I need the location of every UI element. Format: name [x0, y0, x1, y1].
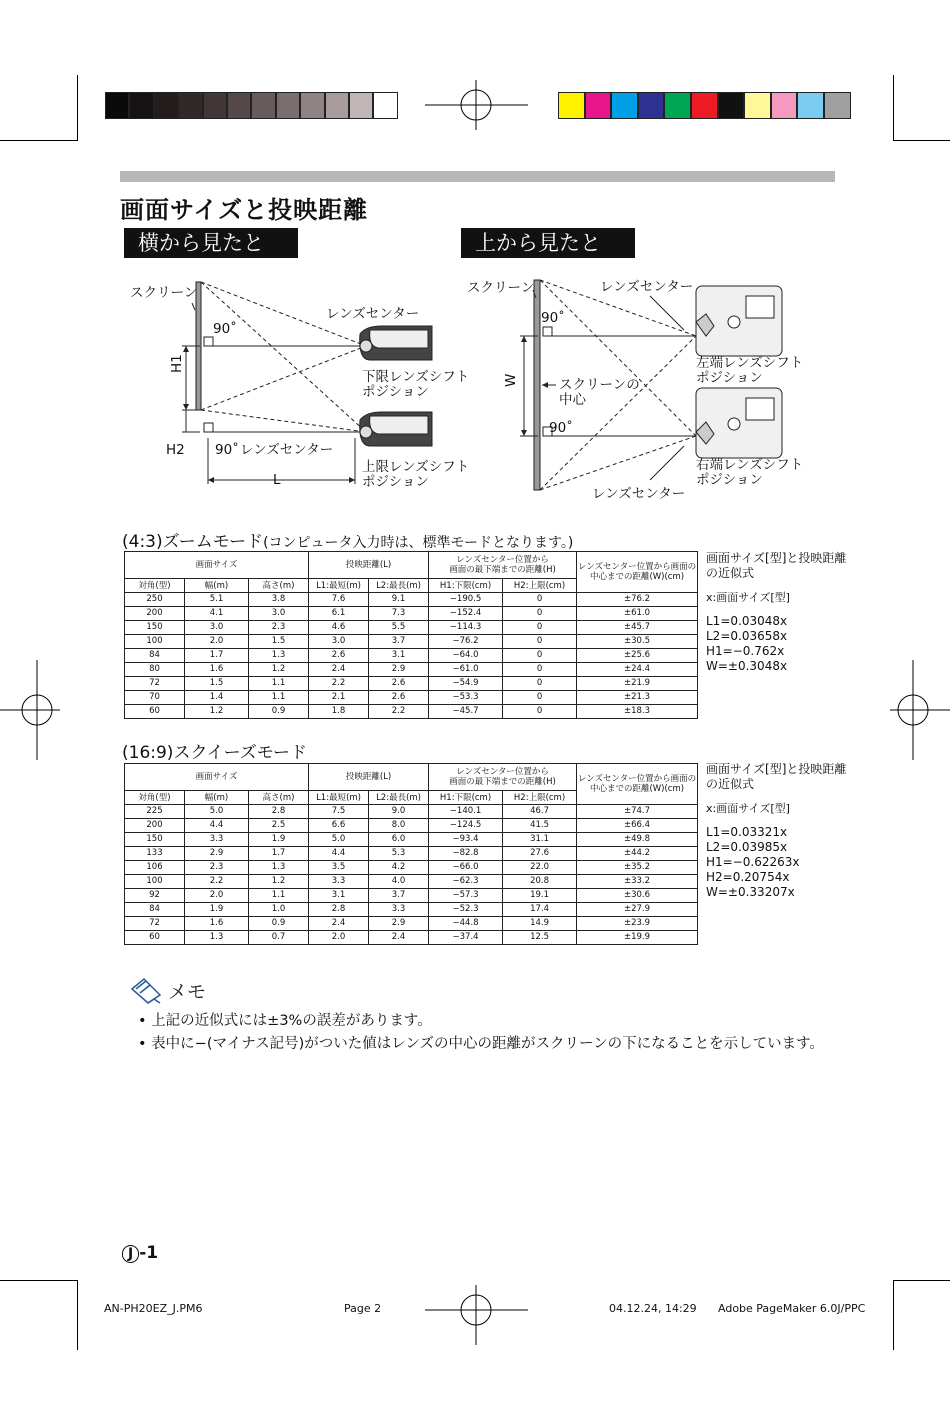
table-cell: 9.1 [369, 593, 429, 607]
table-cell: ±33.2 [577, 875, 698, 889]
table169-formula [706, 762, 846, 900]
projector-icon [360, 412, 432, 446]
table-cell: 12.5 [503, 931, 577, 945]
table-cell: 5.0 [185, 805, 249, 819]
color-swatch [797, 92, 824, 119]
table43-note: (コンピュータ入力時は、標準モードとなります。) [263, 535, 574, 551]
column-header: L2:最長(m) [369, 791, 429, 805]
top-left-pos-1: 左端レンズシフト [696, 355, 804, 371]
table-cell: 5.5 [369, 621, 429, 635]
top-angle-1: 90˚ [541, 310, 565, 326]
table-cell: 3.3 [185, 833, 249, 847]
table-cell: 106 [125, 861, 185, 875]
table-cell: ±27.9 [577, 903, 698, 917]
color-swatch [300, 92, 324, 119]
side-upper-pos-1: 上限レンズシフト [362, 459, 470, 475]
color-swatch [824, 92, 851, 119]
top-center-2: 中心 [559, 392, 586, 408]
table-cell: ±35.2 [577, 861, 698, 875]
table-row [125, 607, 698, 621]
table-cell: 80 [125, 663, 185, 677]
table-cell: 22.0 [503, 861, 577, 875]
table-row [125, 917, 698, 931]
projector-icon [696, 388, 782, 458]
table-row [125, 931, 698, 945]
side-h2-label: H2 [166, 442, 185, 458]
color-swatch [325, 92, 349, 119]
table-cell: −124.5 [429, 819, 503, 833]
top-lens-center-1: レンズセンター [600, 279, 694, 295]
table-cell: 7.5 [309, 805, 369, 819]
tag-side-view: 横から見たとき [124, 228, 298, 258]
table169-width-header: レンズセンター位置から画面の 中心までの距離(W)(cm) [577, 764, 698, 805]
table-cell: 1.1 [249, 677, 309, 691]
table-cell: 6.1 [309, 607, 369, 621]
table-cell: 70 [125, 691, 185, 705]
table43-size-header: 画面サイズ [125, 552, 309, 579]
table-cell: −44.8 [429, 917, 503, 931]
table-row [125, 861, 698, 875]
table43-heading [122, 527, 573, 552]
table-row [125, 649, 698, 663]
table-cell: 0 [503, 705, 577, 719]
table-row [125, 621, 698, 635]
side-lower-pos-2: ポジション [362, 384, 429, 400]
table-cell: ±23.9 [577, 917, 698, 931]
table43-height-header: レンズセンター位置から 画面の最下端までの距離(H) [429, 552, 577, 579]
table-cell: 84 [125, 903, 185, 917]
table-cell: ±61.0 [577, 607, 698, 621]
table-cell: 2.0 [185, 635, 249, 649]
color-swatch [373, 92, 397, 119]
table-cell: 46.7 [503, 805, 577, 819]
table-cell: 6.0 [369, 833, 429, 847]
table-cell: 0.9 [249, 705, 309, 719]
column-header: 幅(m) [185, 579, 249, 593]
table43-title: (4:3)ズームモード [122, 532, 264, 552]
table-cell: 2.6 [369, 677, 429, 691]
table-cell: 60 [125, 931, 185, 945]
side-upper-pos-2: ポジション [362, 474, 429, 490]
table-cell: 5.3 [369, 847, 429, 861]
column-header: L1:最短(m) [309, 579, 369, 593]
formula-line: L2=0.03985x [706, 840, 788, 854]
side-h1-label: H1 [169, 354, 185, 373]
table-cell: 1.7 [185, 649, 249, 663]
table-row [125, 593, 698, 607]
column-header: 対角(型) [125, 791, 185, 805]
table-cell: 1.5 [185, 677, 249, 691]
top-right-pos-1: 右端レンズシフト [696, 457, 804, 473]
table-cell: 0 [503, 649, 577, 663]
table-cell: −114.3 [429, 621, 503, 635]
color-swatch [154, 92, 178, 119]
color-swatch [251, 92, 275, 119]
table-cell: 250 [125, 593, 185, 607]
table-cell: 2.8 [249, 805, 309, 819]
table-cell: 100 [125, 635, 185, 649]
table-cell: ±49.8 [577, 833, 698, 847]
top-lens-center-2: レンズセンター [592, 486, 686, 502]
table-cell: 8.0 [369, 819, 429, 833]
table-cell: 1.1 [249, 691, 309, 705]
footer-date: 04.12.24, 14:29 [609, 1302, 697, 1315]
table-cell: 1.8 [309, 705, 369, 719]
table-cell: 7.3 [369, 607, 429, 621]
formula-line: L1=0.03321x [706, 825, 788, 839]
table43-formula [706, 551, 846, 674]
table-cell: 2.4 [369, 931, 429, 945]
color-swatch [638, 92, 665, 119]
page-title: 画面サイズと投映距離 [120, 196, 369, 224]
table-cell: 72 [125, 677, 185, 691]
memo-label: メモ [168, 981, 207, 1003]
formula-line: の近似式 [706, 566, 755, 580]
table-cell: ±30.6 [577, 889, 698, 903]
table-cell: 0 [503, 663, 577, 677]
table169-header-group [125, 764, 698, 791]
table-cell: ±18.3 [577, 705, 698, 719]
table-cell: −64.0 [429, 649, 503, 663]
table-cell: 2.2 [309, 677, 369, 691]
side-lens-center-1: レンズセンター [326, 306, 420, 322]
table43-header-group [125, 552, 698, 579]
top-angle-2: 90˚ [549, 420, 573, 436]
table-cell: 225 [125, 805, 185, 819]
color-swatch [718, 92, 745, 119]
table169 [124, 763, 698, 945]
table-cell: 150 [125, 621, 185, 635]
page-number-text: -1 [139, 1243, 159, 1263]
table-cell: 2.9 [369, 917, 429, 931]
table-cell: 0 [503, 691, 577, 705]
table-cell: 31.1 [503, 833, 577, 847]
formula-line: L1=0.03048x [706, 614, 788, 628]
table-cell: 60 [125, 705, 185, 719]
side-l-label: L [273, 472, 281, 488]
column-header: L1:最短(m) [309, 791, 369, 805]
table-cell: 3.7 [369, 889, 429, 903]
table43-width-header: レンズセンター位置から画面の 中心までの距離(W)(cm) [577, 552, 698, 593]
table-row [125, 677, 698, 691]
table-row [125, 889, 698, 903]
table-cell: 5.1 [185, 593, 249, 607]
footer-app: Adobe PageMaker 6.0J/PPC [718, 1302, 866, 1315]
table-cell: 3.1 [309, 889, 369, 903]
color-swatch [349, 92, 373, 119]
table-cell: −45.7 [429, 705, 503, 719]
memo-bullet: • 上記の近似式には±3%の誤差があります。 [138, 1013, 432, 1029]
table-cell: ±24.4 [577, 663, 698, 677]
table-row [125, 903, 698, 917]
table-cell: 2.3 [185, 861, 249, 875]
column-header: H1:下限(cm) [429, 579, 503, 593]
table-cell: 2.1 [309, 691, 369, 705]
table-cell: 14.9 [503, 917, 577, 931]
table169-distance-header: 投映距離(L) [309, 764, 429, 791]
table-cell: 2.6 [369, 691, 429, 705]
table-cell: −82.8 [429, 847, 503, 861]
table-cell: 1.2 [185, 705, 249, 719]
table-cell: 2.0 [309, 931, 369, 945]
column-header: H2:上限(cm) [503, 791, 577, 805]
color-swatch [691, 92, 718, 119]
formula-line: W=±0.3048x [706, 659, 788, 673]
color-swatch [585, 92, 612, 119]
table-cell: 3.0 [249, 607, 309, 621]
table-cell: 5.0 [309, 833, 369, 847]
table-row [125, 705, 698, 719]
table-cell: 1.3 [249, 861, 309, 875]
column-header: 幅(m) [185, 791, 249, 805]
table-cell: 2.5 [249, 819, 309, 833]
color-swatch [227, 92, 251, 119]
table-cell: −62.3 [429, 875, 503, 889]
table-cell: ±45.7 [577, 621, 698, 635]
title-rule [120, 171, 835, 182]
table-cell: 1.7 [249, 847, 309, 861]
table-cell: 1.1 [249, 889, 309, 903]
table-cell: 133 [125, 847, 185, 861]
table-cell: −53.3 [429, 691, 503, 705]
table-cell: 200 [125, 819, 185, 833]
color-swatch [744, 92, 771, 119]
top-right-pos-2: ポジション [696, 472, 763, 488]
table-cell: 3.7 [369, 635, 429, 649]
table-cell: 100 [125, 875, 185, 889]
table43-distance-header: 投映距離(L) [309, 552, 429, 579]
table-cell: 1.2 [249, 875, 309, 889]
table-cell: 200 [125, 607, 185, 621]
projector-icon [696, 286, 782, 356]
side-screen-label: スクリーン [130, 285, 198, 301]
table-cell: −37.4 [429, 931, 503, 945]
table-cell: 17.4 [503, 903, 577, 917]
footer-file: AN-PH20EZ_J.PM6 [104, 1302, 203, 1315]
table-row [125, 819, 698, 833]
page-number [122, 1243, 158, 1263]
table-cell: 2.4 [309, 663, 369, 677]
table-cell: 6.6 [309, 819, 369, 833]
color-swatch [276, 92, 300, 119]
table-cell: 2.0 [185, 889, 249, 903]
table-cell: ±30.5 [577, 635, 698, 649]
table-cell: 1.4 [185, 691, 249, 705]
column-header: 高さ(m) [249, 579, 309, 593]
column-header: H1:下限(cm) [429, 791, 503, 805]
table-cell: −57.3 [429, 889, 503, 903]
table-cell: 0 [503, 607, 577, 621]
memo-bullet: • 表中に−(マイナス記号)がついた値はレンズの中心の距離がスクリーンの下になることを示しています。 [138, 1036, 825, 1052]
column-header: 高さ(m) [249, 791, 309, 805]
side-lower-pos-1: 下限レンズシフト [362, 369, 470, 385]
formula-line: 画面サイズ[型]と投映距離 [706, 762, 847, 776]
table-cell: 1.5 [249, 635, 309, 649]
formula-line: L2=0.03658x [706, 629, 788, 643]
top-center-1: スクリーンの [559, 377, 640, 393]
table-row [125, 875, 698, 889]
top-left-pos-2: ポジション [696, 370, 763, 386]
table-cell: 2.8 [309, 903, 369, 917]
table-cell: 0.9 [249, 917, 309, 931]
table-cell: 1.9 [249, 833, 309, 847]
table-row [125, 691, 698, 705]
table-cell: 0 [503, 621, 577, 635]
table-cell: 2.2 [185, 875, 249, 889]
table-cell: 9.0 [369, 805, 429, 819]
formula-line: H2=0.20754x [706, 870, 790, 884]
color-swatch [178, 92, 202, 119]
table-cell: 84 [125, 649, 185, 663]
table-cell: 2.9 [185, 847, 249, 861]
table-cell: 3.8 [249, 593, 309, 607]
table-cell: 150 [125, 833, 185, 847]
color-swatch [105, 92, 129, 119]
table-cell: 4.4 [309, 847, 369, 861]
table-row [125, 663, 698, 677]
page-letter-badge: J [122, 1245, 139, 1263]
table-cell: 1.9 [185, 903, 249, 917]
table-cell: 4.0 [369, 875, 429, 889]
table-cell: −93.4 [429, 833, 503, 847]
color-swatch [611, 92, 638, 119]
formula-line: の近似式 [706, 777, 755, 791]
table-cell: −76.2 [429, 635, 503, 649]
table-cell: −190.5 [429, 593, 503, 607]
table-cell: 1.6 [185, 917, 249, 931]
table-cell: 0.7 [249, 931, 309, 945]
table-cell: ±25.6 [577, 649, 698, 663]
table-cell: ±21.9 [577, 677, 698, 691]
column-header: H2:上限(cm) [503, 579, 577, 593]
table-cell: 0 [503, 635, 577, 649]
table-cell: −152.4 [429, 607, 503, 621]
table-cell: 7.6 [309, 593, 369, 607]
table-cell: −54.9 [429, 677, 503, 691]
table-cell: 4.4 [185, 819, 249, 833]
table-cell: 72 [125, 917, 185, 931]
color-swatch [771, 92, 798, 119]
side-angle-1: 90˚ [213, 321, 237, 337]
color-swatch [203, 92, 227, 119]
top-screen-label: スクリーン [467, 280, 535, 296]
table-cell: −52.3 [429, 903, 503, 917]
table-cell: −61.0 [429, 663, 503, 677]
table-cell: 2.4 [309, 917, 369, 931]
table-row [125, 805, 698, 819]
formula-line: x:画面サイズ[型] [706, 591, 790, 604]
projector-icon [360, 326, 432, 360]
table-cell: 1.6 [185, 663, 249, 677]
table-cell: 2.2 [369, 705, 429, 719]
table-cell: 1.2 [249, 663, 309, 677]
table-cell: 41.5 [503, 819, 577, 833]
table-cell: 2.9 [369, 663, 429, 677]
table-cell: ±21.3 [577, 691, 698, 705]
table-row [125, 635, 698, 649]
table-cell: −140.1 [429, 805, 503, 819]
table-cell: 4.1 [185, 607, 249, 621]
table169-title: (16:9)スクイーズモード [122, 743, 308, 763]
table-cell: 2.6 [309, 649, 369, 663]
table-cell: 2.3 [249, 621, 309, 635]
color-swatch [129, 92, 153, 119]
table-cell: 20.8 [503, 875, 577, 889]
table-cell: 92 [125, 889, 185, 903]
table-cell: 4.2 [369, 861, 429, 875]
table-cell: 19.1 [503, 889, 577, 903]
color-swatch [664, 92, 691, 119]
table-cell: 1.0 [249, 903, 309, 917]
column-header: L2:最長(m) [369, 579, 429, 593]
table-cell: ±76.2 [577, 593, 698, 607]
tag-top-view: 上から見たとき [461, 228, 635, 258]
table-cell: 3.0 [309, 635, 369, 649]
table-cell: 3.0 [185, 621, 249, 635]
table-cell: ±44.2 [577, 847, 698, 861]
table-cell: ±66.4 [577, 819, 698, 833]
table-cell: 3.5 [309, 861, 369, 875]
table-cell: 27.6 [503, 847, 577, 861]
footer-page: Page 2 [344, 1302, 382, 1315]
table-cell: 3.3 [309, 875, 369, 889]
table-cell: 4.6 [309, 621, 369, 635]
table-row [125, 847, 698, 861]
table-cell: −66.0 [429, 861, 503, 875]
formula-line: 画面サイズ[型]と投映距離 [706, 551, 847, 565]
table169-height-header: レンズセンター位置から 画面の最下端までの距離(H) [429, 764, 577, 791]
table-cell: 0 [503, 677, 577, 691]
side-lens-center-2: レンズセンター [240, 442, 334, 458]
formula-line: H1=−0.62263x [706, 855, 800, 869]
table-row [125, 833, 698, 847]
pencil-note-icon [128, 975, 166, 1005]
table-cell: 0 [503, 593, 577, 607]
table-cell: 1.3 [249, 649, 309, 663]
table-cell: ±74.7 [577, 805, 698, 819]
formula-line: x:画面サイズ[型] [706, 802, 790, 815]
table43 [124, 551, 698, 719]
column-header: 対角(型) [125, 579, 185, 593]
side-angle-2: 90˚ [215, 442, 239, 458]
formula-line: H1=−0.762x [706, 644, 785, 658]
table-cell: 1.3 [185, 931, 249, 945]
table169-size-header: 画面サイズ [125, 764, 309, 791]
table-cell: 3.1 [369, 649, 429, 663]
color-swatch [558, 92, 585, 119]
table-cell: 3.3 [369, 903, 429, 917]
table-cell: ±19.9 [577, 931, 698, 945]
formula-line: W=±0.33207x [706, 885, 795, 899]
top-w-label: W [503, 373, 519, 387]
